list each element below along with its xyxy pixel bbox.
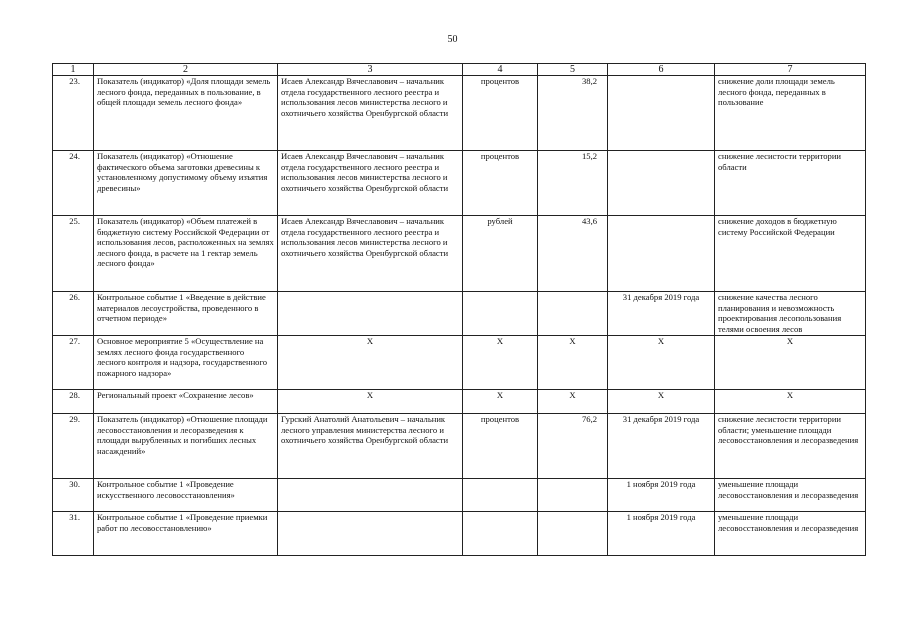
- indicator-cell: Показатель (индикатор) «Отношение фактического объема заготовки древесины к установленному допустимому объему изъятия древесины»: [94, 151, 278, 216]
- consequence-cell: снижение качества лесного планирования и невозможность проектирования лесопользования телями освоения лесов: [715, 292, 866, 336]
- column-header: 1: [53, 64, 94, 76]
- responsible-cell: X: [278, 336, 463, 390]
- responsible-cell: X: [278, 390, 463, 414]
- indicator-cell: Основное мероприятие 5 «Осуществление на землях лесного фонда государственного лесного контроля и надзора, государственного пожарного надзора»: [94, 336, 278, 390]
- row-number: 31.: [53, 512, 94, 556]
- indicator-cell: Показатель (индикатор) «Отношение площади лесовосстановления и лесоразведения к площади вырубленных и погибших лесных насаждений»: [94, 414, 278, 479]
- deadline-cell: X: [608, 336, 715, 390]
- value-cell: [538, 479, 608, 512]
- value-cell: 43,6: [538, 216, 608, 292]
- value-cell: [538, 512, 608, 556]
- consequence-cell: снижение лесистости территории области: [715, 151, 866, 216]
- column-header: 5: [538, 64, 608, 76]
- responsible-cell: Исаев Александр Вячеславович – начальник отдела государственного лесного реестра и использования лесов министерства лесного и охотничьего хозяйства Оренбургской области: [278, 76, 463, 151]
- row-number: 29.: [53, 414, 94, 479]
- deadline-cell: 31 декабря 2019 года: [608, 292, 715, 336]
- column-header: 6: [608, 64, 715, 76]
- row-number: 28.: [53, 390, 94, 414]
- consequence-cell: снижение доли площади земель лесного фонда, переданных в пользование: [715, 76, 866, 151]
- unit-cell: [463, 512, 538, 556]
- value-cell: X: [538, 336, 608, 390]
- responsible-cell: Исаев Александр Вячеславович – начальник отдела государственного лесного реестра и использования лесов министерства лесного и охотничьего хозяйства Оренбургской области: [278, 151, 463, 216]
- responsible-cell: [278, 292, 463, 336]
- unit-cell: X: [463, 390, 538, 414]
- indicator-cell: Региональный проект «Сохранение лесов»: [94, 390, 278, 414]
- indicator-cell: Показатель (индикатор) «Доля площади земель лесного фонда, переданных в пользование, в общей площади земель лесного фонда»: [94, 76, 278, 151]
- deadline-cell: 1 ноября 2019 года: [608, 479, 715, 512]
- row-number: 27.: [53, 336, 94, 390]
- deadline-cell: 31 декабря 2019 года: [608, 414, 715, 479]
- indicator-cell: Показатель (индикатор) «Объем платежей в бюджетную систему Российской Федерации от использования лесов, расположенных на землях лесного фонда, в расчете на 1 гектар земель лесного фонда»: [94, 216, 278, 292]
- indicator-cell: Контрольное событие 1 «Проведение приемки работ по лесовосстановлению»: [94, 512, 278, 556]
- value-cell: [538, 292, 608, 336]
- responsible-cell: [278, 479, 463, 512]
- unit-cell: [463, 292, 538, 336]
- responsible-cell: Гурский Анатолий Анатольевич – начальник лесного управления министерства лесного и охотничьего хозяйства Оренбургской области: [278, 414, 463, 479]
- table-row: [53, 151, 866, 216]
- table-row: [53, 414, 866, 479]
- unit-cell: процентов: [463, 76, 538, 151]
- consequence-cell: снижение доходов в бюджетную систему Российской Федерации: [715, 216, 866, 292]
- table-row: [53, 292, 866, 336]
- table-row: [53, 216, 866, 292]
- unit-cell: X: [463, 336, 538, 390]
- table-row: [53, 479, 866, 512]
- row-number: 30.: [53, 479, 94, 512]
- value-cell: 38,2: [538, 76, 608, 151]
- table-row: [53, 336, 866, 390]
- deadline-cell: X: [608, 390, 715, 414]
- indicators-table: [52, 63, 866, 556]
- consequence-cell: X: [715, 390, 866, 414]
- deadline-cell: 1 ноября 2019 года: [608, 512, 715, 556]
- column-header: 3: [278, 64, 463, 76]
- deadline-cell: [608, 216, 715, 292]
- row-number: 24.: [53, 151, 94, 216]
- table-row: [53, 390, 866, 414]
- responsible-cell: [278, 512, 463, 556]
- row-number: 23.: [53, 76, 94, 151]
- row-number: 26.: [53, 292, 94, 336]
- table-row: [53, 76, 866, 151]
- unit-cell: процентов: [463, 414, 538, 479]
- unit-cell: процентов: [463, 151, 538, 216]
- column-header: 4: [463, 64, 538, 76]
- indicator-cell: Контрольное событие 1 «Введение в действие материалов лесоустройства, проведенного в отчетном периоде»: [94, 292, 278, 336]
- consequence-cell: уменьшение площади лесовосстановления и лесоразведения: [715, 479, 866, 512]
- row-number: 25.: [53, 216, 94, 292]
- table-row: [53, 512, 866, 556]
- column-header: 2: [94, 64, 278, 76]
- deadline-cell: [608, 151, 715, 216]
- value-cell: X: [538, 390, 608, 414]
- indicator-cell: Контрольное событие 1 «Проведение искусственного лесовосстановления»: [94, 479, 278, 512]
- deadline-cell: [608, 76, 715, 151]
- unit-cell: [463, 479, 538, 512]
- table-header-row: [53, 64, 866, 76]
- consequence-cell: снижение лесистости территории области; уменьшение площади лесовосстановления и лесоразведения: [715, 414, 866, 479]
- consequence-cell: X: [715, 336, 866, 390]
- column-header: 7: [715, 64, 866, 76]
- responsible-cell: Исаев Александр Вячеславович – начальник отдела государственного лесного реестра и использования лесов министерства лесного и охотничьего хозяйства Оренбургской области: [278, 216, 463, 292]
- unit-cell: рублей: [463, 216, 538, 292]
- consequence-cell: уменьшение площади лесовосстановления и лесоразведения: [715, 512, 866, 556]
- page-number: 50: [447, 34, 458, 45]
- value-cell: 15,2: [538, 151, 608, 216]
- value-cell: 76,2: [538, 414, 608, 479]
